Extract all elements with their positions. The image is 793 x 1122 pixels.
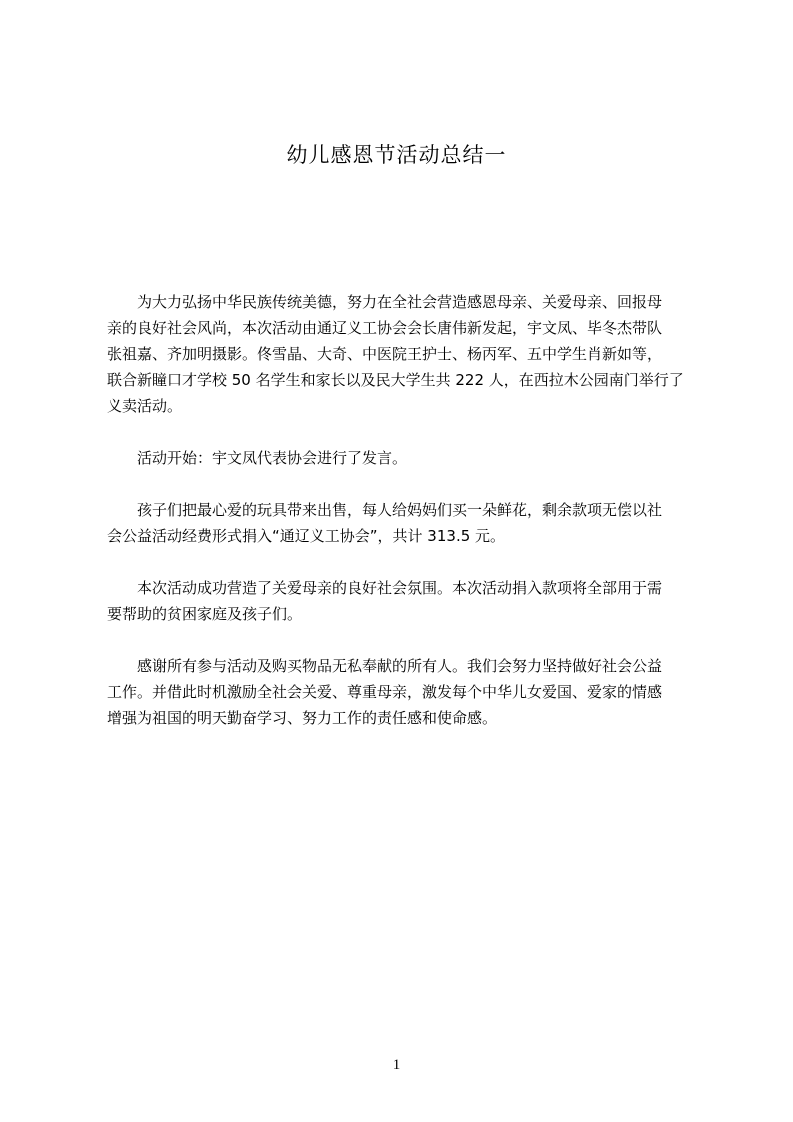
page-number: 1: [392, 1057, 401, 1073]
paragraph-line: 增强为祖国的明天勤奋学习、努力工作的责任感和使命感。: [107, 709, 498, 727]
paragraph-line: 要帮助的贫困家庭及孩子们。: [107, 605, 303, 623]
paragraph-line: 活动开始：宇文凤代表协会进行了发言。: [137, 449, 408, 467]
paragraph-sale: [107, 497, 699, 549]
document-title: 幼儿感恩节活动总结一: [286, 143, 507, 167]
paragraph-line: 本次活动成功营造了关爱母亲的良好社会氛围。本次活动捐入款项将全部用于需: [137, 579, 663, 597]
document-body: [107, 289, 699, 757]
paragraph-line: 会公益活动经费形式捐入“通辽义工协会”，共计 313.5 元。: [107, 527, 506, 545]
paragraph-thanks: [107, 653, 699, 731]
paragraph-line: 感谢所有参与活动及购买物品无私奉献的所有人。我们会努力坚持做好社会公益: [137, 657, 663, 675]
paragraph-opening: [107, 445, 699, 471]
paragraph-line: 孩子们把最心爱的玩具带来出售，每人给妈妈们买一朵鲜花，剩余款项无偿以社: [137, 501, 663, 519]
paragraph-line: 义卖活动。: [107, 397, 183, 415]
paragraph-intro: [107, 289, 699, 419]
paragraph-line: 亲的良好社会风尚，本次活动由通辽义工协会会长唐伟新发起，宇文凤、毕冬杰带队: [107, 319, 663, 337]
paragraph-line: 为大力弘扬中华民族传统美德，努力在全社会营造感恩母亲、关爱母亲、回报母: [137, 293, 663, 311]
paragraph-line: 工作。并借此时机激励全社会关爱、尊重母亲，激发每个中华儿女爱国、爱家的情感: [107, 683, 663, 701]
paragraph-line: 张祖嘉、齐加明摄影。佟雪晶、大奇、中医院王护士、杨丙军、五中学生肖新如等，: [107, 345, 663, 363]
paragraph-result: [107, 575, 699, 627]
paragraph-line: 联合新瞳口才学校 50 名学生和家长以及民大学生共 222 人，在西拉木公园南门举行了: [107, 371, 684, 389]
